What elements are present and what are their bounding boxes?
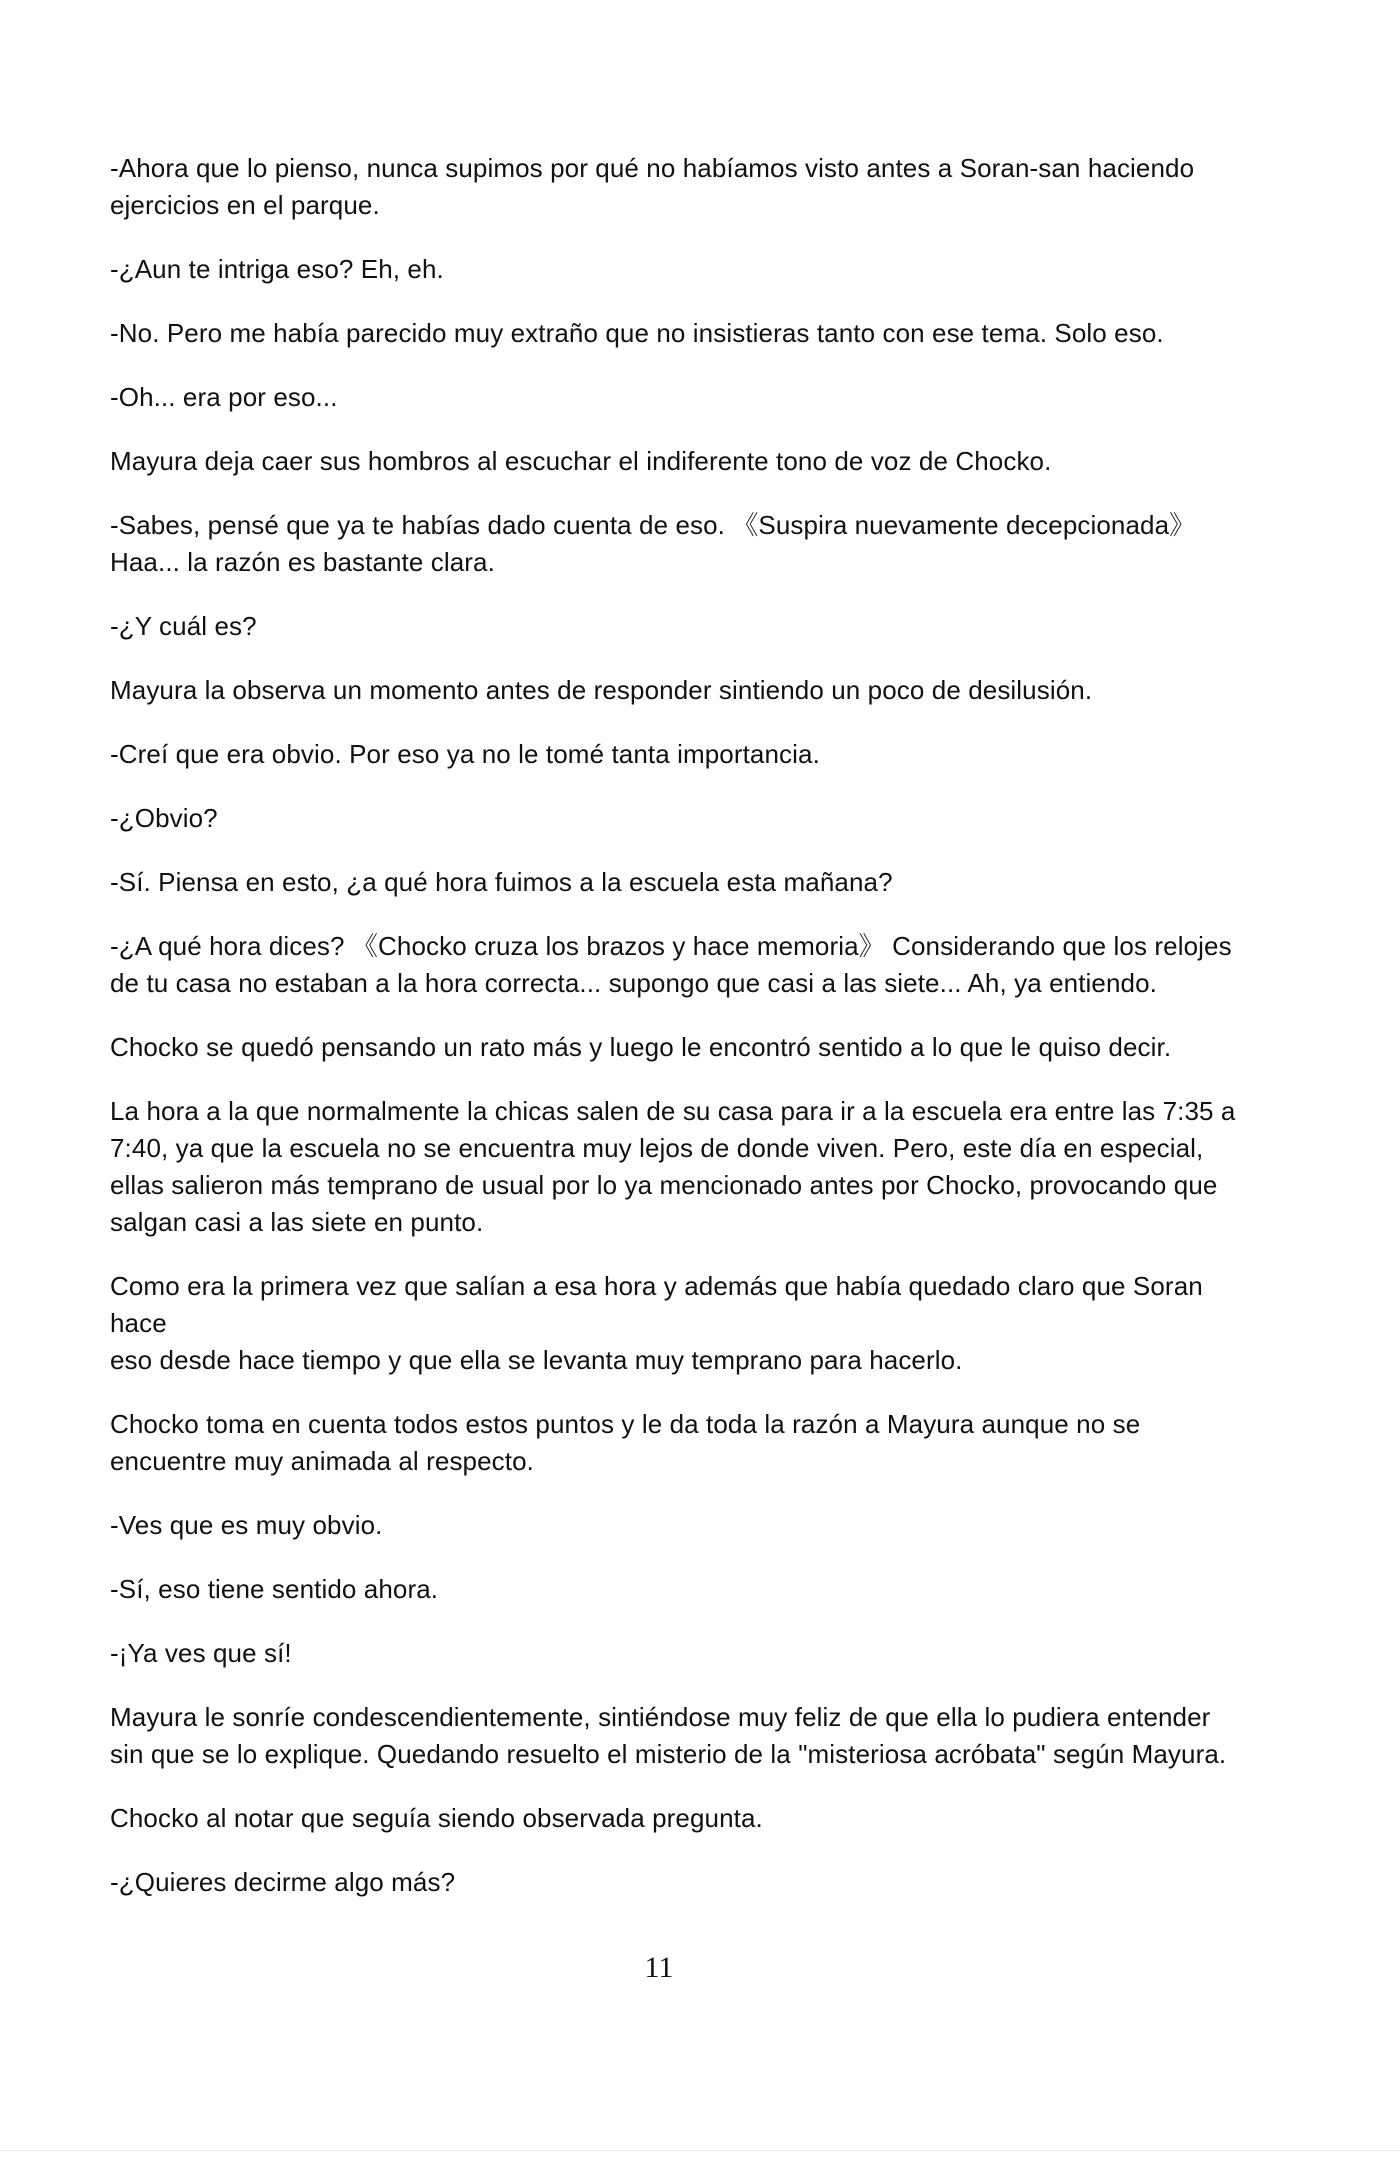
paragraph-5: Mayura deja caer sus hombros al escuchar el indiferente tono de voz de Chocko. bbox=[110, 446, 1052, 476]
paragraph-18: -Sí, eso tiene sentido ahora. bbox=[110, 1574, 439, 1604]
paragraph-3: -No. Pero me había parecido muy extraño que no insistieras tanto con ese tema. Solo eso. bbox=[110, 318, 1164, 348]
paragraph-20: Mayura le sonríe condescendientemente, sintiéndose muy feliz de que ella lo pudiera entender sin que se lo explique. Quedando resuelto el misterio de la "misteriosa acróbata" según Mayura. bbox=[110, 1702, 1227, 1769]
paragraph-17: -Ves que es muy obvio. bbox=[110, 1510, 383, 1540]
paragraph-1: -Ahora que lo pienso, nunca supimos por qué no habíamos visto antes a Soran-san haciendo ejercicios en el parque. bbox=[110, 153, 1195, 220]
paragraph-2: -¿Aun te intriga eso? Eh, eh. bbox=[110, 254, 444, 284]
paragraph-15: Como era la primera vez que salían a esa hora y además que había quedado claro que Soran hace eso desde hace tiempo y que ella se levanta muy temprano para hacerlo. bbox=[110, 1271, 1203, 1375]
paragraph-6: -Sabes, pensé que ya te habías dado cuenta de eso. 《Suspira nuevamente decepcionada》 Haa... la razón es bastante clara. bbox=[110, 510, 1196, 577]
paragraph-12: -¿A qué hora dices? 《Chocko cruza los brazos y hace memoria》 Considerando que los relojes de tu casa no estaban a la hora correcta... supongo que casi a las siete... Ah, ya entiendo. bbox=[110, 931, 1232, 998]
page-number: 11 bbox=[644, 1951, 674, 1984]
page-bottom-edge bbox=[0, 2150, 1400, 2151]
paragraph-9: -Creí que era obvio. Por eso ya no le tomé tanta importancia. bbox=[110, 739, 820, 769]
paragraph-13: Chocko se quedó pensando un rato más y luego le encontró sentido a lo que le quiso decir. bbox=[110, 1032, 1172, 1062]
paragraph-7: -¿Y cuál es? bbox=[110, 611, 257, 641]
text-body bbox=[110, 150, 1260, 1928]
paragraph-11: -Sí. Piensa en esto, ¿a qué hora fuimos a la escuela esta mañana? bbox=[110, 867, 893, 897]
paragraph-22: -¿Quieres decirme algo más? bbox=[110, 1867, 456, 1897]
paragraph-14: La hora a la que normalmente la chicas salen de su casa para ir a la escuela era entre las 7:35 a 7:40, ya que la escuela no se encuentra muy lejos de donde viven. Pero, este día en especial, ellas salieron más temprano de usual por lo ya mencionado antes por Chocko, provocando que salgan casi a las siete en punto. bbox=[110, 1096, 1236, 1237]
paragraph-10: -¿Obvio? bbox=[110, 803, 218, 833]
paragraph-19: -¡Ya ves que sí! bbox=[110, 1638, 292, 1668]
paragraph-4: -Oh... era por eso... bbox=[110, 382, 338, 412]
paragraph-16: Chocko toma en cuenta todos estos puntos y le da toda la razón a Mayura aunque no se encuentre muy animada al respecto. bbox=[110, 1409, 1141, 1476]
paragraph-8: Mayura la observa un momento antes de responder sintiendo un poco de desilusión. bbox=[110, 675, 1093, 705]
paragraph-21: Chocko al notar que seguía siendo observada pregunta. bbox=[110, 1803, 763, 1833]
